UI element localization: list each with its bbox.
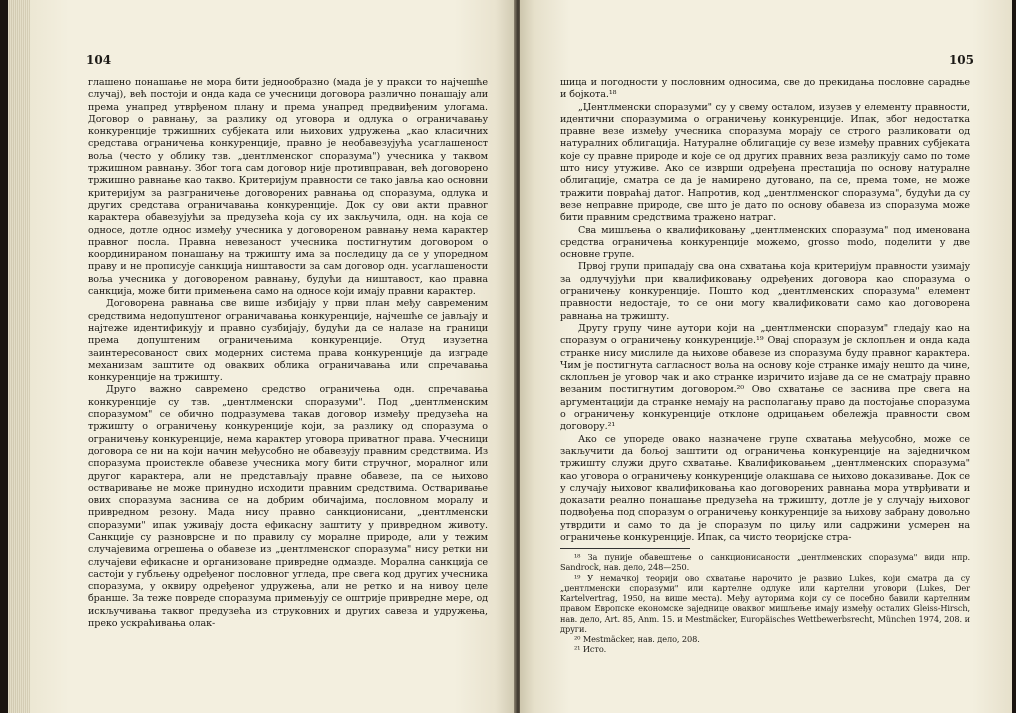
paragraph: Договорена равнања све више избијају у први план међу савременим средствима недопуштеног ограничавања конкуренције, најчешће се јављају и најтеже идентификују и правно сузбијају, будући да се налазе на граници према допуштеним ограничењима конкуренције. Отуд изузетна заинтересованост свих модерних система права конкуренције да изграде механизам заштите од оваквих облика ограничавања или спречавања конкуренције на тржишту. [88, 298, 488, 384]
left-page [8, 0, 516, 713]
paragraph: „Џентлменски споразуми" су у свему осталом, изузев у елементу правности, идентични споразумима о ограничењу конкуренције. Ипак, због недостатка правне везе између учесника споразума морају се строго разликовати од натуралних облигација. Натуралне облигације су везе између правних субјеката које су правне природе и које се од других правних веза разликују само по томе што нису утуживе. Ако се изврши одређена престација по основу натуралне облигације, сматра се да је намирено дуговано, па се, према томе, не може тражити повраћај датог. Напротив, код „џентлменског споразума", будући да су везе неправне природе, све што је дато по основу обавеза из споразума може бити правним средствима тражено натраг. [560, 101, 970, 224]
footnote-divider [560, 548, 690, 549]
right-page-body [560, 77, 970, 654]
page-edge-decoration [8, 0, 30, 713]
paragraph: Друго важно савремено средство ограничења одн. спречавања конкуренције су тзв. „џентлменски споразуми". Под „џентлменским споразумом" се обично подразумева такав договор између предузећа на тржишту о ограничењу конкуренције који, за разлику од споразума о ограничењу конкуренције, нема карактер уговора приватног права. Учесници договора се ни на који начин међусобно не обавезују правним средствима. Из споразума проистекле обавезе учесника могу бити стручног, моралног или другог карактера, али не представљају правне обавезе, па се њихово остваривање не може принудно исходити правним средствима. Остваривање ових споразума заснива се на добрим обичајима, пословном моралу и привредном резону. Мада нису правно санкционисани, „џентлменски споразуми" ипак уживају доста ефикасну заштиту у привредном животу. Санкције су разноврсне и по правилу су моралне природе, али у тежим случајевима огрешења о обавезе из „џентлменског споразума" нису ретки ни случајеви ефикасне и организоване привредне одмазде. Морална санкција се састоји у губљењу одређеног пословног угледа, пре свега код других учесника споразума, у оквиру одређеног удружења, али не ретко и на нивоу целе бранше. За теже повреде споразума примењују се оштрије привредне мере, од искључивања таквог предузећа из струковних и других савеза и удружења, преко ускраћивања олак- [88, 384, 488, 630]
page-number-right: 105 [948, 53, 974, 67]
footnotes [560, 552, 970, 654]
footnote: ²⁰ Mestmäcker, нав. дело, 208. [574, 633, 700, 644]
footnote: ²¹ Исто. [574, 644, 607, 655]
paragraph: глашено понашање не мора бити једнообразно (мада је у пракси то најчешће случај), већ постоји и онда када се учесници договора различно понашају али према унапред утврђеном плану и према унапред предвиђеним улогама. Договор о равнању, за разлику од уговора и одлука о ограничавању конкуренције тржишних субјеката или њихових удружења „као класичних средстава ограничења конкуренције, правно је необавезујућа усаглашеност воља (често у облику тзв. „џентлменског споразума") учесника у таквом тржишном равнању. Због тога сам договор није противправан, већ договорено тржишно равнање као такво. Критеријум правности се тако јавља као основни критеријум за разграничење договорених равнања од споразума, одлука и других средстава ограничавања конкуренције. Док су ови акти правног карактера обавезујући за предузећа која су их закључила, одн. на која се односе, дотле однос између учесника у договореном равнању нема карактер правног посла. Правна невезаност учесника постигнутим договором о координираном понашању на тржишту има за последицу да се у упоредном праву и не прописује санкција ништавости за сам договор одн. усаглашености воља учесника у договореном равнању, будући да ништавост, као правна санкција, може бити примењена само на односе који имају правни карактер. [88, 77, 488, 298]
paragraph: Ако се упореде овако назначене групе схватања међусобно, може се закључити да бољој заштити од ограничења конкуренције на заједничком тржишту служи друго схватање. Квалификовањем „џентлменских споразума" као уговора о ограничењу конкуренције олакшава се њихово доказивање. Док се у случају њиховог квалификовања као договорених равнања мора утврђивати и доказати реално понашање предузећа на тржишту, дотле је у случају њиховог подвођења под споразум о ограничењу конкуренције за њихову забрану довољно утврдити и само то да је споразум по циљу или садржини усмерен на ограничење конкуренције. Ипак, са чисто теоријске стра- [560, 433, 970, 543]
paragraph: Сва мишљења о квалификовању „џентлменских споразума" под именована средства ограничења конкуренције можемо, grosso modo, поделити у две основне групе. [560, 224, 970, 261]
page-number-left: 104 [86, 53, 112, 67]
paragraph: Првој групи припадају сва она схватања која критеријум правности узимају за одлучујући при квалификовању одређених договора као споразума о ограничењу конкуренције. Пошто код „џентлменских споразума" елемент правности недостаје, то се они могу квалификовати само као договорена равнања на тржишту. [560, 261, 970, 322]
left-page-body [88, 77, 488, 630]
footnote: ¹⁸ За пуније обавештење о санкционисаности „џентлменских споразума" види нпр. Sandrock, нав. дело, 248—250. [560, 552, 970, 573]
paragraph: шица и погодности у пословним односима, све до прекидања пословне сарадње и бојкота.¹⁸ [560, 77, 970, 101]
paragraph: Другу групу чине аутори који на „џентлменски споразум" гледају као на споразум о ограничењу конкуренције.¹⁹ Овај споразум је склопљен и онда када странке нису мислиле да њихове обавезе из споразума буду правног карактера. Чим је постигнута сагласност воља на основу које странке имају нешто да чине, склопљен је уговор чак и ако странке изричито изјаве да се не сматрају правно везаним постигнутим договором.²⁰ Ово схватање се заснива пре свега на аргументацији да странке немају на располагању право да постојање споразума о ограничењу конкуренције отклоне одрицањем обележја правности свом договору.²¹ [560, 322, 970, 433]
footnote: ¹⁹ У немачкој теорији ово схватање нарочито је развио Lukes, који сматра да су „џентлменски споразуми" или картелне одлуке или картелни уговори (Lukes, Der Kartelvertrag, 1950, на више места). Међу ауторима који су се посебно бавили картелним правом Европске економске заједнице оваквог мишљење имају између осталих Gleiss-Hirsch, нав. дело, Art. 85, Anm. 15. и Mestmäcker, Europäisches Wettbewerbsrecht, München 1974, 208. и други. [560, 572, 970, 634]
right-page [520, 0, 1012, 713]
